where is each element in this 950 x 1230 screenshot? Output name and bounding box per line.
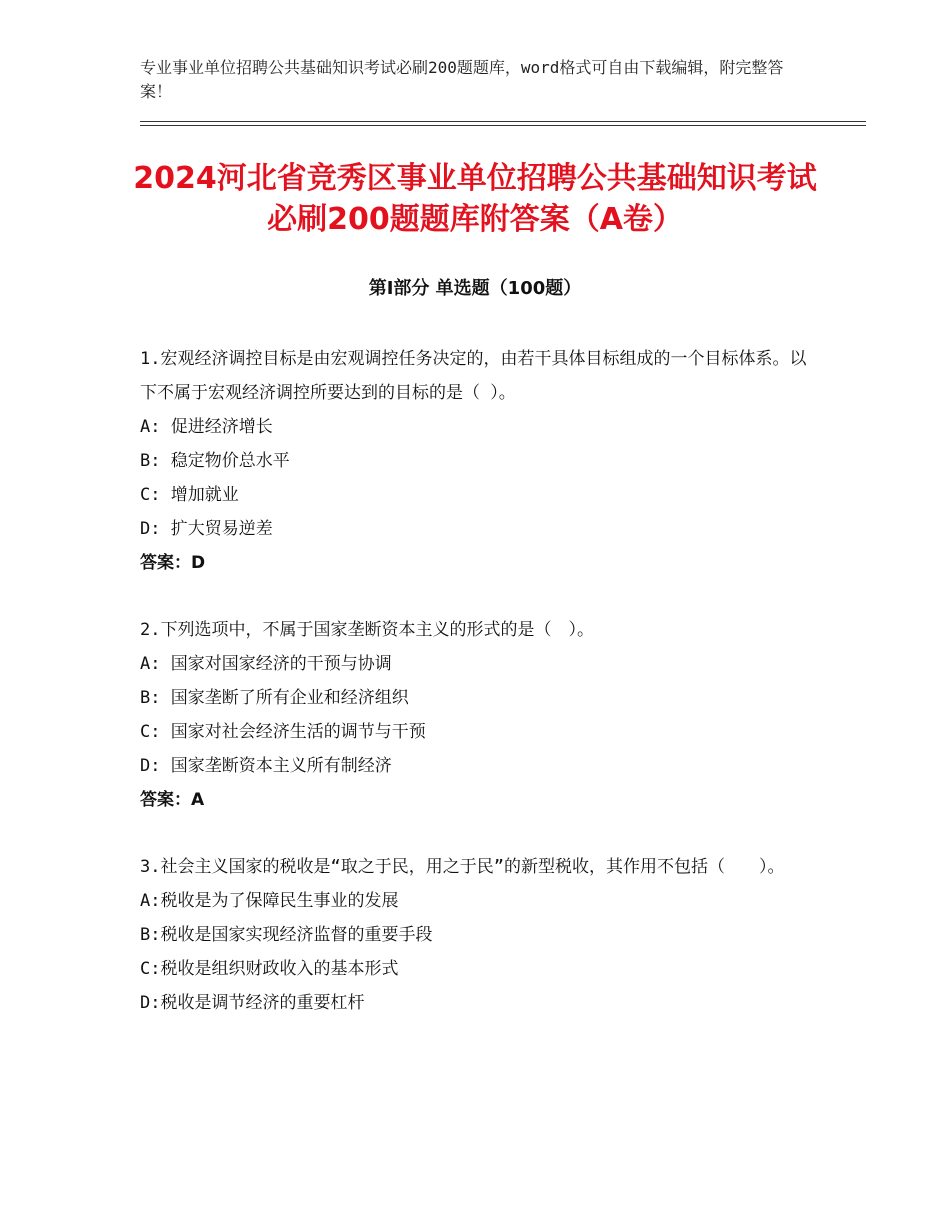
answer-label: 答案：D xyxy=(140,553,206,573)
option-a: A: 促进经济增长 xyxy=(140,417,273,437)
option-b: B: 稳定物价总水平 xyxy=(140,451,290,471)
option-a: A:税收是为了保障民生事业的发展 xyxy=(140,891,399,911)
question-text: 2.下列选项中，不属于国家垄断资本主义的形式的是（ ）。 xyxy=(140,620,594,640)
option-b: B: 国家垄断了所有企业和经济组织 xyxy=(140,688,409,708)
option-c: C: 国家对社会经济生活的调节与干预 xyxy=(140,722,426,742)
header-divider-bottom xyxy=(140,125,866,126)
option-b: B:税收是国家实现经济监督的重要手段 xyxy=(140,925,433,945)
option-d: D: 国家垄断资本主义所有制经济 xyxy=(140,756,392,776)
document-title: 2024河北省竞秀区事业单位招聘公共基础知识考试必刷200题题库附答案（A卷） xyxy=(133,161,817,237)
question-list xyxy=(140,342,810,1053)
header-note: 专业事业单位招聘公共基础知识考试必刷200题题库，word格式可自由下载编辑，附完整答案！ xyxy=(140,58,784,101)
question-2 xyxy=(140,613,810,817)
option-d: D: 扩大贸易逆差 xyxy=(140,519,273,539)
question-text: 3.社会主义国家的税收是“取之于民，用之于民”的新型税收，其作用不包括（ ）。 xyxy=(140,857,785,877)
question-3 xyxy=(140,850,810,1020)
question-1 xyxy=(140,342,810,580)
option-c: C:税收是组织财政收入的基本形式 xyxy=(140,959,399,979)
header-divider-top xyxy=(140,121,866,122)
option-d: D:税收是调节经济的重要杠杆 xyxy=(140,993,365,1013)
question-text: 1.宏观经济调控目标是由宏观调控任务决定的，由若干具体目标组成的一个目标体系。以下不属于宏观经济调控所要达到的目标的是（ ）。 xyxy=(140,349,807,403)
answer-label: 答案：A xyxy=(140,790,205,810)
option-a: A: 国家对国家经济的干预与协调 xyxy=(140,654,392,674)
option-c: C: 增加就业 xyxy=(140,485,239,505)
section-title: 第Ⅰ部分 单选题（100题） xyxy=(368,278,582,299)
